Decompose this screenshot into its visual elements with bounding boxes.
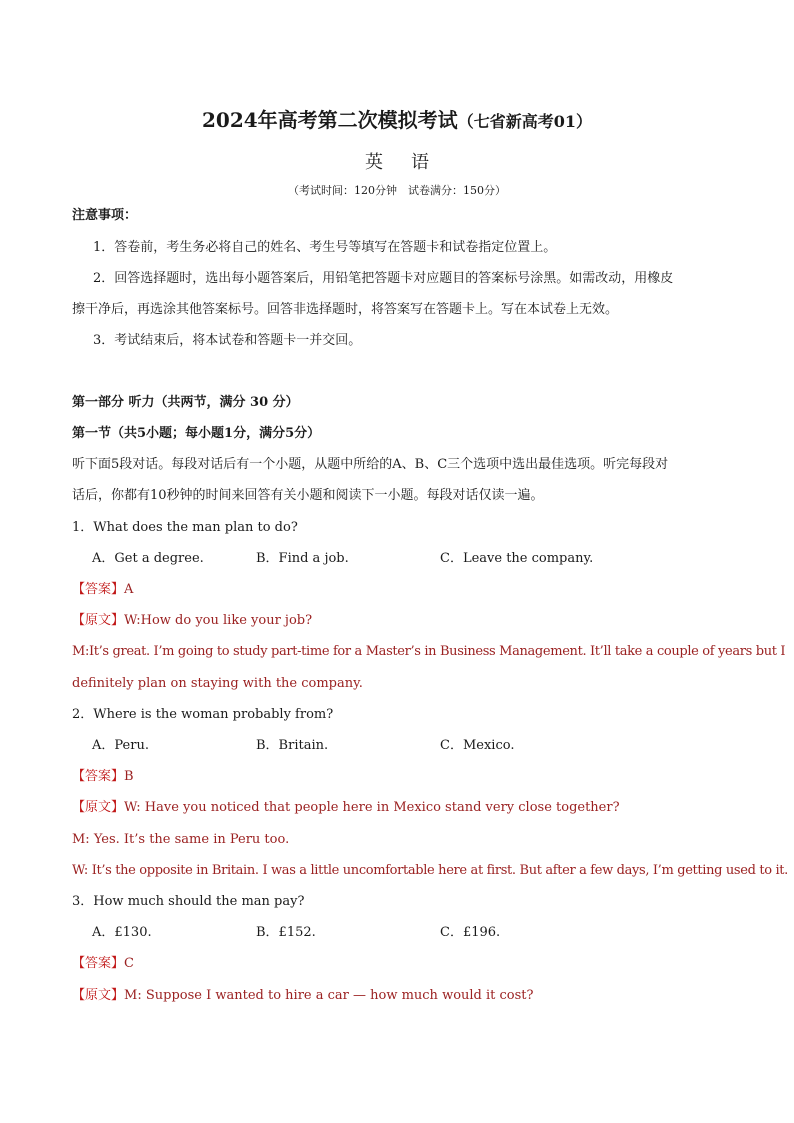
section1-heading: 第一节（共5小题；每小题1分，满分5分）: [72, 426, 321, 441]
question-2-transcript-3: W: It’s the opposite in Britain. I was a little uncomfortable here at first. But after a few days, I’m getting used to it.: [72, 863, 788, 878]
question-2-option-a: A．Peru.: [92, 738, 149, 753]
answer-value: B: [124, 769, 134, 784]
question-1-transcript-2: M:It’s great. I’m going to study part-time for a Master’s in Business Management. It’ll take a couple of years but I: [72, 644, 786, 659]
title-main: 2024年高考第二次模拟考试: [202, 108, 458, 132]
question-2-transcript-2: M: Yes. It’s the same in Peru too.: [72, 832, 290, 847]
transcript-text: W: Have you noticed that people here in Mexico stand very close together?: [124, 800, 620, 815]
question-3-option-c: C．£196.: [440, 925, 501, 940]
answer-label: 【答案】: [72, 956, 125, 971]
notice-heading: 注意事项：: [72, 208, 138, 223]
question-3-option-a: A．£130.: [92, 925, 152, 940]
page-title: [0, 104, 794, 133]
transcript-label: 【原文】: [72, 988, 125, 1003]
transcript-label: 【原文】: [72, 800, 125, 815]
transcript-label: 【原文】: [72, 613, 125, 628]
answer-label: 【答案】: [72, 582, 125, 597]
question-1-stem: 1．What does the man plan to do?: [72, 520, 298, 535]
notice-item-2-line-2: 擦干净后，再选涂其他答案标号。回答非选择题时，将答案写在答题卡上。写在本试卷上无效。: [72, 302, 619, 317]
question-1-transcript-3: definitely plan on staying with the company.: [72, 676, 363, 691]
question-3-answer: [72, 955, 134, 973]
question-1-option-a: A．Get a degree.: [92, 551, 204, 566]
subject-heading: 英语: [365, 152, 457, 173]
question-1-option-c: C．Leave the company.: [440, 551, 594, 566]
answer-value: C: [124, 956, 134, 971]
question-1-option-b: B．Find a job.: [256, 551, 349, 566]
question-3-transcript-1: [72, 987, 534, 1005]
answer-value: A: [124, 582, 134, 597]
question-2-answer: [72, 768, 134, 786]
title-suffix: （七省新高考01）: [457, 112, 592, 131]
question-1-answer: [72, 581, 133, 599]
part1-heading: 第一部分 听力（共两节，满分 30 分）: [72, 395, 299, 410]
question-2-stem: 2．Where is the woman probably from?: [72, 707, 334, 722]
transcript-text: W:How do you like your job?: [124, 613, 313, 628]
question-3-stem: 3．How much should the man pay?: [72, 894, 305, 909]
question-1-transcript-1: [72, 612, 312, 630]
notice-item-3: 3．考试结束后，将本试卷和答题卡一并交回。: [93, 333, 362, 348]
transcript-text: M: Suppose I wanted to hire a car — how much would it cost?: [124, 988, 534, 1003]
question-3-option-b: B．£152.: [256, 925, 316, 940]
exam-info: （考试时间：120分钟 试卷满分：150分）: [288, 184, 506, 197]
notice-item-2-line-1: 2．回答选择题时，选出每小题答案后，用铅笔把答题卡对应题目的答案标号涂黑。如需改动，用橡皮: [93, 271, 674, 286]
answer-label: 【答案】: [72, 769, 125, 784]
instructions-line-2: 话后，你都有10秒钟的时间来回答有关小题和阅读下一小题。每段对话仅读一遍。: [72, 488, 544, 503]
instructions-line-1: 听下面5段对话。每段对话后有一个小题，从题中所给的A、B、C三个选项中选出最佳选项。听完每段对: [72, 457, 669, 472]
question-2-transcript-1: [72, 799, 620, 817]
notice-item-1: 1．答卷前，考生务必将自己的姓名、考生号等填写在答题卡和试卷指定位置上。: [93, 240, 557, 255]
question-2-option-c: C．Mexico.: [440, 738, 515, 753]
question-2-option-b: B．Britain.: [256, 738, 329, 753]
